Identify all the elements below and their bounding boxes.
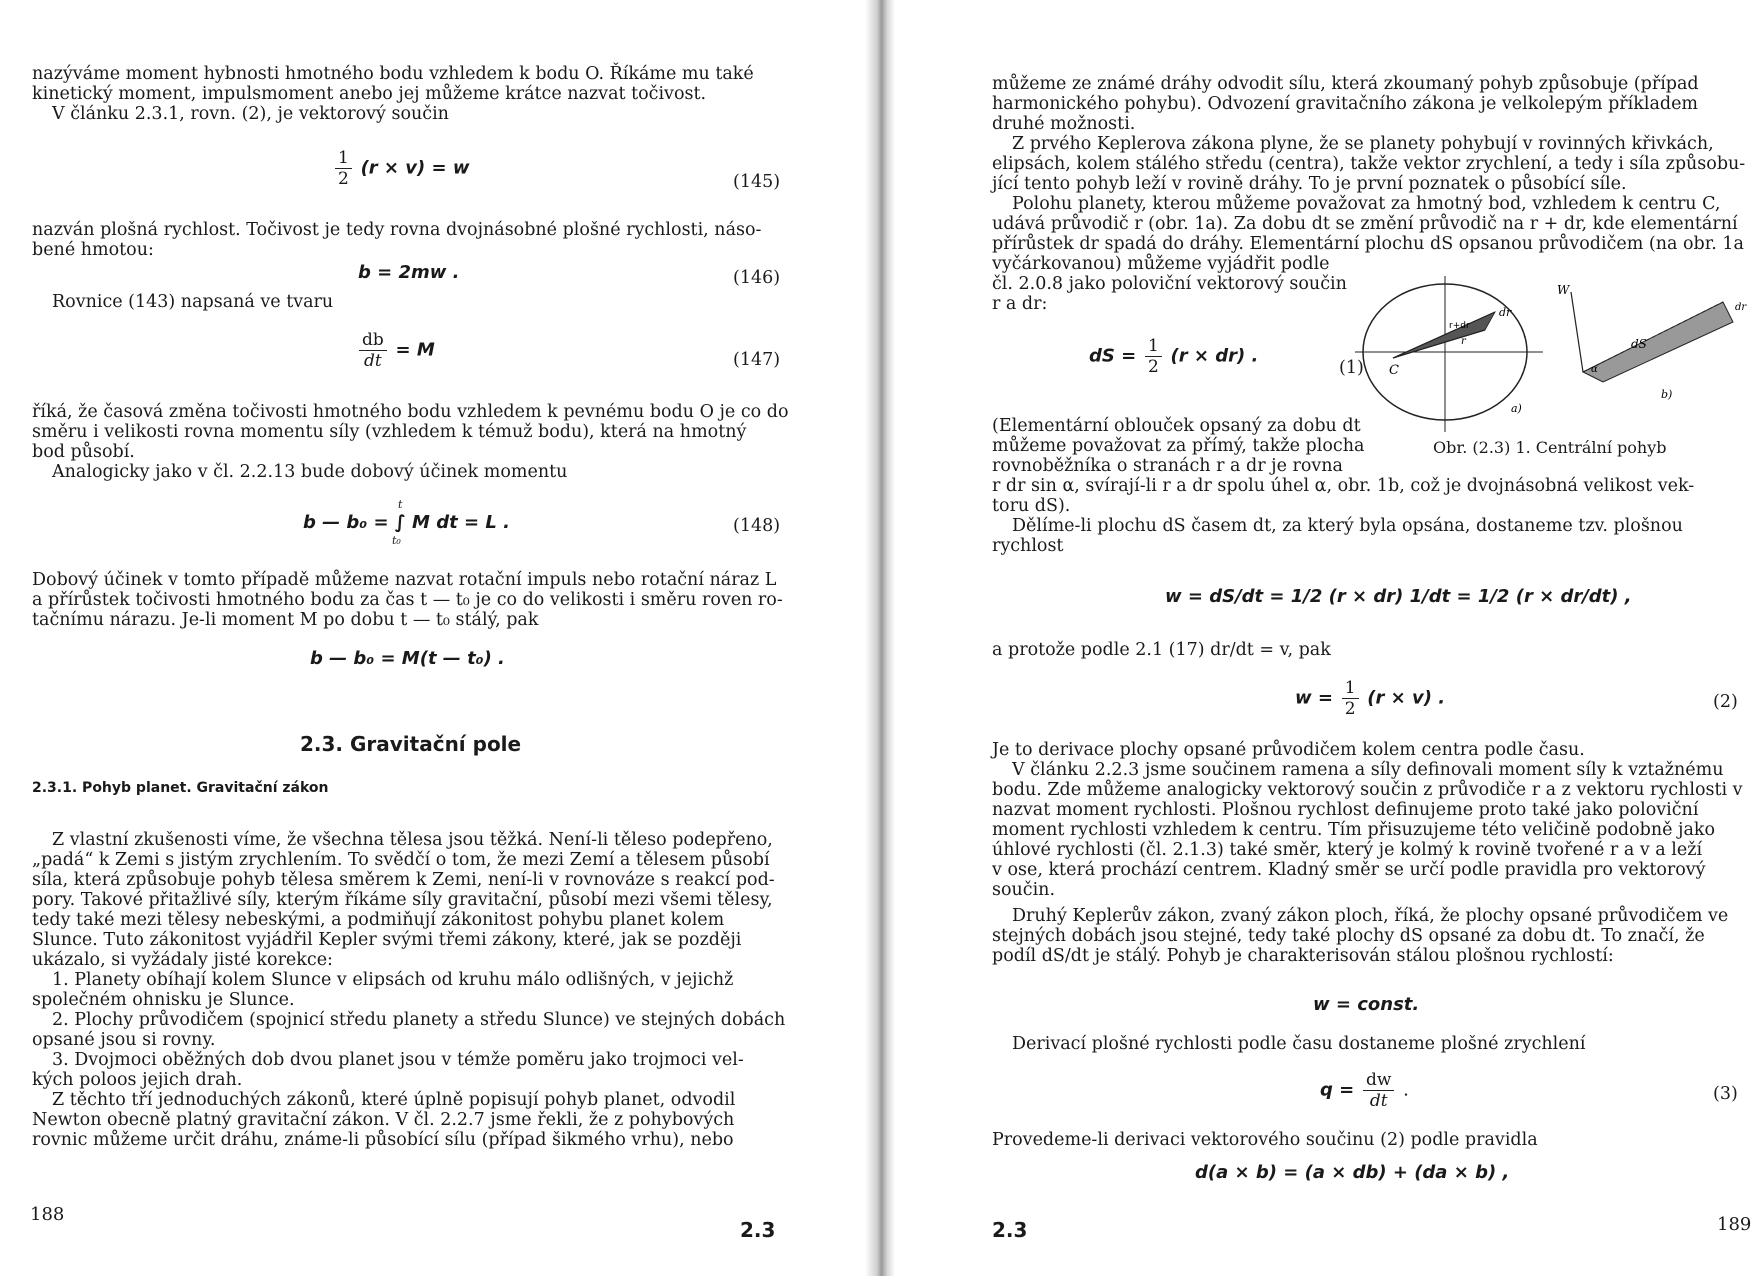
left-page bbox=[0, 0, 865, 1276]
text-line: stejných dobách jsou stejné, tedy také plochy dS opsané za dobu dt. To značí, že bbox=[992, 926, 1705, 946]
page-number: 189 bbox=[1717, 1214, 1752, 1235]
text-line: r dr sin α, svírají-li r a dr spolu úhel α, obr. 1b, což je dvojnásobná velikost vek- bbox=[992, 476, 1695, 496]
equation-number: (3) bbox=[1713, 1084, 1738, 1104]
equation-number: (146) bbox=[733, 268, 781, 288]
label-r: r bbox=[1461, 336, 1466, 347]
text-line: kých poloos jejich drah. bbox=[32, 1070, 243, 1090]
text-line: udává průvodič r (obr. 1a). Za dobu dt se změní průvodič na r + dr, kde elementární bbox=[992, 214, 1738, 234]
equation-body: (r × v) = w bbox=[360, 157, 470, 179]
text-line: rovnic můžeme určit dráhu, známe-li působící sílu (případ šikmého vrhu), nebo bbox=[32, 1130, 734, 1150]
text-line: Z vlastní zkušenosti víme, že všechna tělesa jsou těžká. Není-li těleso podepřeno, bbox=[52, 830, 773, 850]
text-line: tedy také mezi tělesy nebeskými, a podmiňují zákonitost pohybu planet kolem bbox=[32, 910, 725, 930]
text-line: kinetický moment, impulsmoment anebo jej můžeme krátce nazvat točivost. bbox=[32, 84, 707, 104]
equation-body: b = 2mw . bbox=[358, 262, 460, 283]
text-line: Newton obecně platný gravitační zákon. V čl. 2.2.7 jsme řekli, že z pohybových bbox=[32, 1110, 735, 1130]
equation-number: (145) bbox=[733, 172, 781, 192]
page-number: 188 bbox=[30, 1204, 65, 1225]
equation-body: w = dS/dt = 1/2 (r × dr) 1/dt = 1/2 (r × dr/dt) , bbox=[1165, 586, 1632, 607]
text-line: elipsách, kolem stálého středu (centra), takže vektor zrychlení, a tedy i síla způsobu- bbox=[992, 154, 1746, 174]
central-motion-figure bbox=[1353, 272, 1753, 452]
label-dr: dr bbox=[1499, 306, 1512, 319]
text-line: rychlost bbox=[992, 536, 1064, 556]
equation-body: b — b₀ = M(t — t₀) . bbox=[310, 648, 505, 669]
text-line: můžeme ze známé dráhy odvodit sílu, která zkoumaný pohyb způsobuje (případ bbox=[992, 74, 1699, 94]
label-r-dr: r+dr bbox=[1449, 321, 1470, 331]
text-line: jící tento pohyb leží v rovině dráhy. To je první poznatek o působící síle. bbox=[992, 174, 1627, 194]
text-line: Z těchto tří jednoduchých zákonů, které úplně popisují pohyb planet, odvodil bbox=[52, 1090, 736, 1110]
label-dr-b: dr bbox=[1735, 302, 1747, 313]
equation-body: d(a × b) = (a × db) + (da × b) , bbox=[1195, 1162, 1510, 1183]
text-line: směru i velikosti rovna momentu síly (vzhledem k témuž bodu), která na hmotný bbox=[32, 422, 747, 442]
text-line: nazvat moment rychlosti. Plošnou rychlost definujeme proto také jako poloviční bbox=[992, 800, 1699, 820]
text-line: Je to derivace plochy opsané průvodičem kolem centra podle času. bbox=[992, 740, 1585, 760]
right-page bbox=[895, 0, 1754, 1276]
fraction-numerator: db bbox=[359, 330, 387, 351]
text-line: V článku 2.3.1, rovn. (2), je vektorový součin bbox=[52, 104, 449, 124]
integral-lower-limit: t₀ bbox=[392, 534, 401, 547]
fraction-denominator: dt bbox=[1369, 1091, 1388, 1111]
equation-146 bbox=[358, 262, 460, 283]
label-alpha: α bbox=[1591, 364, 1598, 375]
subsection-heading: 2.3.1. Pohyb planet. Gravitační zákon bbox=[32, 780, 329, 796]
equation-body: = M bbox=[395, 339, 435, 361]
book-gutter bbox=[865, 0, 895, 1276]
equation-tail: . bbox=[1403, 1079, 1409, 1101]
fraction-denominator: 2 bbox=[338, 169, 349, 189]
equation-145 bbox=[332, 148, 470, 189]
section-marker: 2.3 bbox=[992, 1218, 1028, 1242]
fraction-denominator: 2 bbox=[1147, 357, 1159, 377]
label-w: W bbox=[1557, 283, 1570, 297]
text-line: bod působí. bbox=[32, 442, 135, 462]
equation-lhs: q = bbox=[1320, 1079, 1355, 1101]
text-line: V článku 2.2.3 jsme součinem ramena a síly definovali moment síly k vztažnému bbox=[1012, 760, 1724, 780]
text-line: Z prvého Keplerova zákona plyne, že se planety pohybují v rovinných křivkách, bbox=[1012, 134, 1714, 154]
text-line: ukázalo, si vyžádaly jisté korekce: bbox=[32, 950, 333, 970]
text-line: 1. Planety obíhají kolem Slunce v elipsách od kruhu málo odlišných, v jejichž bbox=[52, 970, 734, 990]
equation-const bbox=[1313, 994, 1419, 1015]
text-line: můžeme považovat za přímý, takže plocha bbox=[992, 436, 1365, 456]
text-line: nazýváme moment hybnosti hmotného bodu vzhledem k bodu O. Říkáme mu také bbox=[32, 64, 754, 84]
equation-number: (1) bbox=[1339, 358, 1364, 378]
fraction-denominator: 2 bbox=[1344, 699, 1356, 719]
text-line: bené hmotou: bbox=[32, 240, 154, 260]
text-line: toru dS). bbox=[992, 496, 1071, 516]
equation-147 bbox=[356, 330, 435, 371]
text-line: Derivací plošné rychlosti podle času dostaneme plošné zrychlení bbox=[1012, 1034, 1586, 1054]
fraction-numerator: 1 bbox=[335, 148, 352, 169]
radius-vector-r bbox=[1393, 330, 1485, 358]
text-line: podíl dS/dt je stálý. Pohyb je charakterisován stálou plošnou rychlostí: bbox=[992, 946, 1614, 966]
equation-unnumbered bbox=[310, 648, 505, 669]
equation-plosna-rychlost bbox=[1165, 586, 1632, 607]
text-line: Dělíme-li plochu dS časem dt, za který byla opsána, dostaneme tzv. plošnou bbox=[1012, 516, 1683, 536]
text-line: v ose, která prochází centrem. Kladný směr se určí podle pravidla pro vektorový bbox=[992, 860, 1706, 880]
text-line: vyčárkovanou) můžeme vyjádřit podle bbox=[992, 254, 1330, 274]
text-line: bodu. Zde můžeme analogicky vektorový součin z průvodiče r a z vektoru rychlosti v bbox=[992, 780, 1743, 800]
text-line: a protože podle 2.1 (17) dr/dt = v, pak bbox=[992, 640, 1331, 660]
text-line: společném ohnisku je Slunce. bbox=[32, 990, 295, 1010]
parallelogram bbox=[1583, 302, 1733, 382]
equation-lhs: dS = bbox=[1089, 345, 1137, 367]
figure-caption: Obr. (2.3) 1. Centrální pohyb bbox=[1433, 438, 1667, 457]
vector-w bbox=[1571, 292, 1583, 372]
text-line: Dobový účinek v tomto případě můžeme nazvat rotační impuls nebo rotační náraz L bbox=[32, 570, 777, 590]
radius-vector-r-dr bbox=[1393, 312, 1495, 358]
equation-body: (r × v) . bbox=[1367, 687, 1446, 709]
text-line: rovnoběžníka o stranách r a dr je rovna bbox=[992, 456, 1343, 476]
section-marker: 2.3 bbox=[740, 1218, 776, 1242]
label-a: a) bbox=[1511, 402, 1522, 415]
text-line: opsané jsou si rovny. bbox=[32, 1030, 216, 1050]
dashed-edge bbox=[1583, 302, 1723, 372]
label-b: b) bbox=[1661, 388, 1673, 401]
fraction-denominator: dt bbox=[364, 351, 382, 371]
equation-body: w = const. bbox=[1313, 994, 1420, 1015]
label-c: C bbox=[1389, 363, 1399, 378]
equation-2 bbox=[1295, 678, 1445, 719]
equation-148 bbox=[303, 512, 510, 533]
text-line: 2. Plochy průvodičem (spojnicí středu planety a středu Slunce) ve stejných dobách bbox=[52, 1010, 786, 1030]
fraction-numerator: 1 bbox=[1342, 678, 1359, 699]
text-line: 3. Dvojmoci oběžných dob dvou planet jsou v témže poměru jako trojmoci vel- bbox=[52, 1050, 744, 1070]
text-line: „padá“ k Zemi s jistým zrychlením. To svědčí o tom, že mezi Zemí a tělesem působí bbox=[32, 850, 770, 870]
section-heading: 2.3. Gravitační pole bbox=[300, 732, 522, 756]
text-line: Slunce. Tuto zákonitost vyjádřil Kepler svými třemi zákony, které, jak se později bbox=[32, 930, 742, 950]
text-line: harmonického pohybu). Odvození gravitačního zákona je velkolepým příkladem bbox=[992, 94, 1699, 114]
text-line: a přírůstek točivosti hmotného bodu za čas t — t₀ je co do velikosti i směru roven ro- bbox=[32, 590, 783, 610]
text-line: Polohu planety, kterou můžeme považovat za hmotný bod, vzhledem k centru C, bbox=[1012, 194, 1721, 214]
text-line: pory. Takové přitažlivé síly, kterým říkáme síly gravitační, působí mezi všemi tělesy, bbox=[32, 890, 773, 910]
text-line: nazván plošná rychlost. Točivost je tedy rovna dvojnásobné plošné rychlosti, náso- bbox=[32, 220, 762, 240]
equation-number: (148) bbox=[733, 516, 781, 536]
text-line: r a dr: bbox=[992, 294, 1048, 314]
text-line: tačnímu nárazu. Je-li moment M po dobu t — t₀ stálý, pak bbox=[32, 610, 539, 630]
label-ds: dS bbox=[1631, 337, 1647, 351]
text-line: úhlové rychlosti (čl. 2.1.3) také směr, který je kolmý k rovině tvořené r a v a leží bbox=[992, 840, 1703, 860]
equation-body: b — b₀ = ∫ M dt = L . bbox=[303, 512, 510, 533]
fraction-numerator: dw bbox=[1363, 1070, 1394, 1091]
integral-upper-limit: t bbox=[398, 498, 403, 511]
equation-lhs: w = bbox=[1295, 687, 1333, 709]
equation-number: (147) bbox=[733, 350, 781, 370]
text-line: Provedeme-li derivaci vektorového součinu (2) podle pravidla bbox=[992, 1130, 1538, 1150]
text-line: přírůstek dr spadá do dráhy. Elementární plochu dS opsanou průvodičem (na obr. 1a bbox=[992, 234, 1744, 254]
text-line: čl. 2.0.8 jako poloviční vektorový součin bbox=[992, 274, 1347, 294]
text-line: součin. bbox=[992, 880, 1056, 900]
text-line: (Elementární oblouček opsaný za dobu dt bbox=[992, 416, 1361, 436]
text-line: síla, která způsobuje pohyb tělesa směrem k Zemi, není-li v rovnováze s reakcí pod- bbox=[32, 870, 775, 890]
equation-product-rule bbox=[1195, 1162, 1509, 1183]
equation-body: (r × dr) . bbox=[1170, 345, 1259, 367]
text-line: Rovnice (143) napsaná ve tvaru bbox=[52, 292, 334, 312]
text-line: moment rychlosti vzhledem k centru. Tím přisuzujeme této veličině podobně jako bbox=[992, 820, 1716, 840]
text-line: Analogicky jako v čl. 2.2.13 bude dobový účinek momentu bbox=[52, 462, 568, 482]
text-line: říká, že časová změna točivosti hmotného bodu vzhledem k pevnému bodu O je co do bbox=[32, 402, 789, 422]
equation-3 bbox=[1320, 1070, 1409, 1111]
equation-number: (2) bbox=[1713, 692, 1738, 712]
text-line: Druhý Keplerův zákon, zvaný zákon ploch, říká, že plochy opsané průvodičem ve bbox=[1012, 906, 1729, 926]
fraction-numerator: 1 bbox=[1145, 336, 1162, 357]
equation-1 bbox=[1089, 336, 1258, 377]
text-line: druhé možnosti. bbox=[992, 114, 1136, 134]
